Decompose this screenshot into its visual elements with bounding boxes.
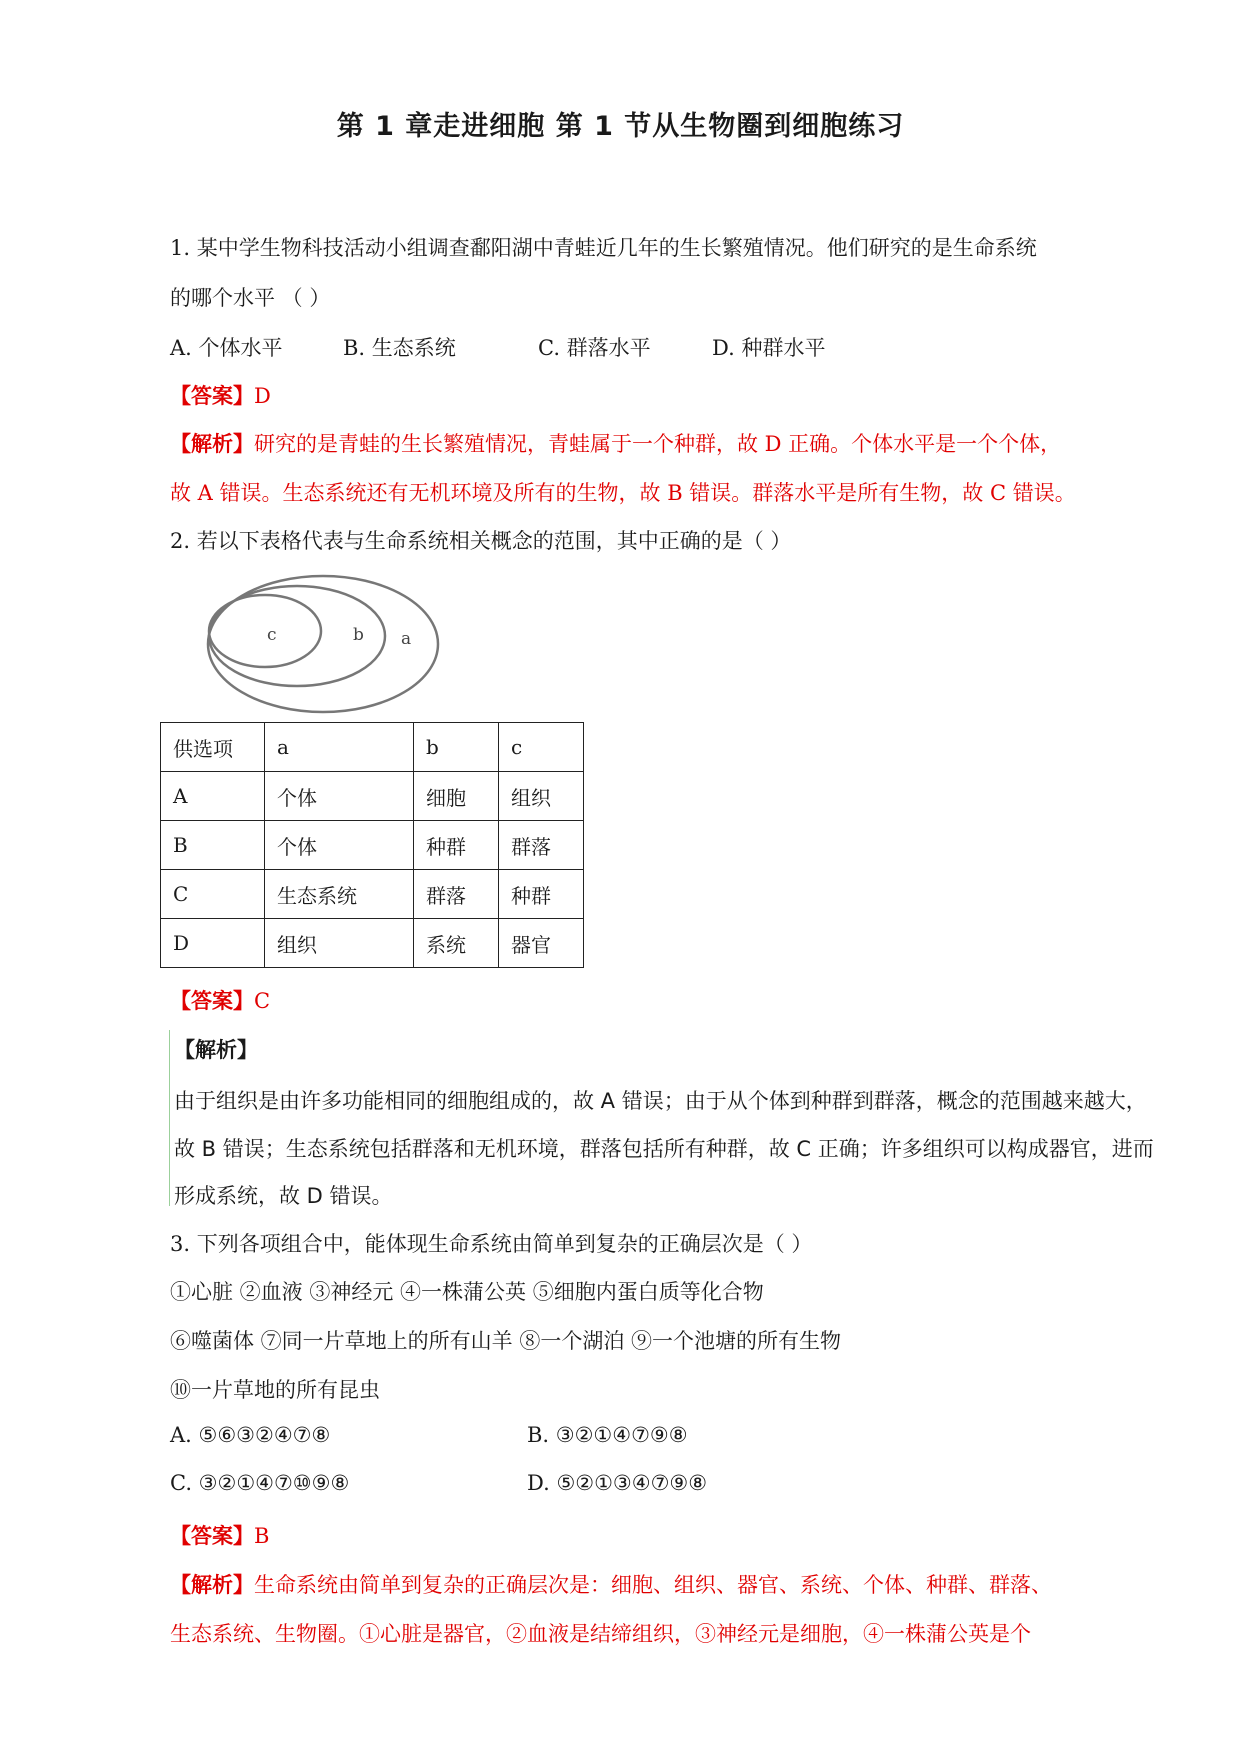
explanation-margin-bar [169, 1030, 170, 1206]
q2-stem-line1: 2. 若以下表格代表与生命系统相关概念的范围，其中正确的是（ ） [170, 529, 792, 553]
table-cell: 器官 [499, 919, 584, 968]
q1-answer [170, 380, 271, 410]
q2-explanation-line1: 由于组织是由许多功能相同的细胞组成的，故 A 错误；由于从个体到种群到群落，概念的范围越来越大， [174, 1089, 1147, 1113]
q1-option-d: D. 种群水平 [712, 336, 826, 360]
table-cell: 群落 [499, 821, 584, 870]
table-cell: 组织 [499, 772, 584, 821]
q3-stem-line3: ⑥噬菌体 ⑦同一片草地上的所有山羊 ⑧一个湖泊 ⑨一个池塘的所有生物 [170, 1329, 842, 1353]
table-header-cell: b [414, 723, 499, 772]
q3-option-c: C. ③②①④⑦⑩⑨⑧ [170, 1471, 350, 1495]
q2-choice-table [160, 722, 584, 968]
table-cell: 生态系统 [265, 870, 414, 919]
diagram-label-c: c [267, 625, 277, 645]
q1-option-b: B. 生态系统 [343, 336, 456, 360]
q3-stem-line1: 3. 下列各项组合中，能体现生命系统由简单到复杂的正确层次是（ ） [170, 1232, 813, 1256]
q3-option-a: A. ⑤⑥③②④⑦⑧ [170, 1423, 331, 1447]
q3-explanation-line1 [170, 1569, 1052, 1599]
q3-option-d: D. ⑤②①③④⑦⑨⑧ [527, 1471, 708, 1495]
table-header-cell: c [499, 723, 584, 772]
table-cell: C [161, 870, 265, 919]
table-row [161, 870, 584, 919]
table-cell: 个体 [265, 821, 414, 870]
q3-option-b: B. ③②①④⑦⑨⑧ [527, 1423, 688, 1447]
q1-answer-label: 【答案】 [170, 383, 254, 408]
table-cell: 群落 [414, 870, 499, 919]
table-cell: 组织 [265, 919, 414, 968]
table-cell: 种群 [414, 821, 499, 870]
q2-explanation-line2: 故 B 错误；生态系统包括群落和无机环境，群落包括所有种群，故 C 正确；许多组织可以构成器官，进而 [174, 1137, 1154, 1161]
q1-answer-value: D [254, 384, 271, 408]
q3-expl-label: 【解析】 [170, 1572, 254, 1597]
q2-explanation-line3: 形成系统，故 D 错误。 [174, 1184, 393, 1208]
table-cell: 细胞 [414, 772, 499, 821]
table-cell: 系统 [414, 919, 499, 968]
q1-explanation-line2: 故 A 错误。生态系统还有无机环境及所有的生物，故 B 错误。群落水平是所有生物，故 C 错误。 [170, 481, 1076, 505]
diagram-label-b: b [353, 625, 364, 645]
q2-answer [170, 985, 270, 1015]
q1-option-c: C. 群落水平 [538, 336, 651, 360]
q1-expl-text1: 研究的是青蛙的生长繁殖情况，青蛙属于一个种群，故 D 正确。个体水平是一个个体， [254, 432, 1062, 456]
q3-answer-value: B [254, 1524, 270, 1548]
table-header-cell: a [265, 723, 414, 772]
q2-answer-label: 【答案】 [170, 988, 254, 1013]
page-title: 第 1 章走进细胞 第 1 节从生物圈到细胞练习 [336, 111, 905, 142]
q1-option-a: A. 个体水平 [170, 336, 283, 360]
table-cell: B [161, 821, 265, 870]
q2-answer-value: C [254, 989, 271, 1013]
q3-stem-line2: ①心脏 ②血液 ③神经元 ④一株蒲公英 ⑤细胞内蛋白质等化合物 [170, 1280, 764, 1304]
table-cell: 个体 [265, 772, 414, 821]
table-header-row [161, 723, 584, 772]
nested-ellipses-diagram [205, 568, 445, 720]
q1-expl-label: 【解析】 [170, 431, 254, 456]
q3-expl-text1: 生命系统由简单到复杂的正确层次是：细胞、组织、器官、系统、个体、种群、群落、 [254, 1573, 1052, 1597]
q2-expl-label: 【解析】 [174, 1038, 258, 1062]
diagram-label-a: a [401, 629, 412, 649]
q1-explanation-line1 [170, 428, 1061, 458]
table-cell: D [161, 919, 265, 968]
table-cell: A [161, 772, 265, 821]
q3-explanation-line2: 生态系统、生物圈。①心脏是器官，②血液是结缔组织，③神经元是细胞，④一株蒲公英是个 [170, 1622, 1031, 1646]
table-row [161, 772, 584, 821]
q3-stem-line4: ⑩一片草地的所有昆虫 [170, 1378, 380, 1402]
q1-stem-line2: 的哪个水平 （ ） [170, 286, 331, 310]
q1-stem-line1: 1. 某中学生物科技活动小组调查鄱阳湖中青蛙近几年的生长繁殖情况。他们研究的是生命系统 [170, 236, 1037, 260]
q3-answer [170, 1520, 269, 1550]
q3-answer-label: 【答案】 [170, 1523, 254, 1548]
table-row [161, 919, 584, 968]
table-header-cell: 供选项 [161, 723, 265, 772]
table-row [161, 821, 584, 870]
table-cell: 种群 [499, 870, 584, 919]
